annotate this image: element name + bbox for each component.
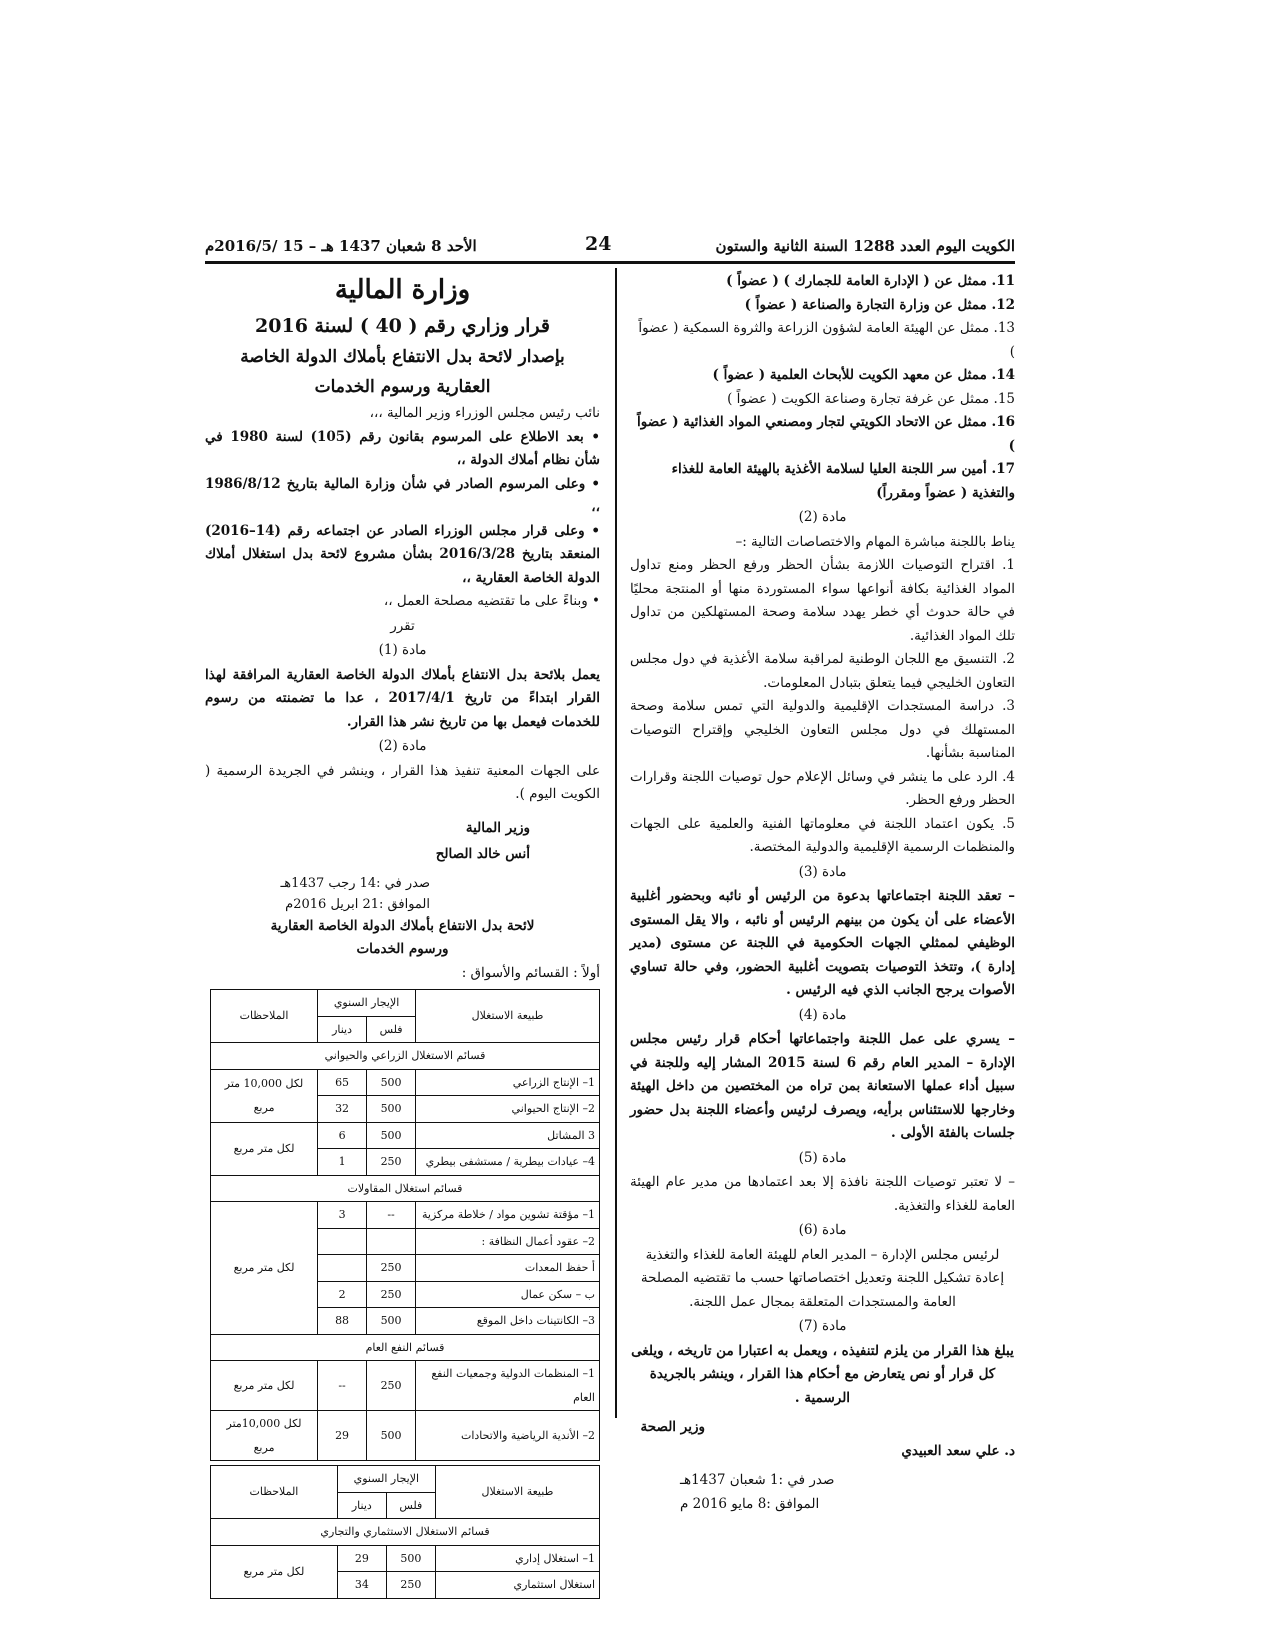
page-number: 24: [585, 233, 612, 255]
table-cell: --: [367, 1202, 416, 1229]
table-cell: ب – سكن عمال: [416, 1281, 600, 1308]
table-cell: 250: [367, 1149, 416, 1176]
table-section: قسائم الاستغلال الاستثماري والتجاري: [211, 1519, 600, 1546]
member-item: 17. أمين سر اللجنة العليا لسلامة الأغذية بالهيئة العامة للغذاء والتغذية ( عضواً ومقرراً): [671, 461, 1015, 501]
column-header: الإيجار السنوي: [337, 1466, 435, 1493]
page-header: [205, 233, 1015, 264]
table-section: قسائم استغلال المقاولات: [211, 1175, 600, 1202]
signature-title: وزير الصحة: [640, 1419, 705, 1435]
table-cell: 250: [367, 1281, 416, 1308]
table-cell: 500: [367, 1308, 416, 1335]
preamble-item: • وبناءً على ما تقتضيه مصلحة العمل ،،: [383, 593, 600, 609]
table-cell: 88: [318, 1308, 367, 1335]
table-cell: 500: [367, 1096, 416, 1123]
signature-name: أنس خالد الصالح: [435, 845, 530, 862]
table-row: [211, 1202, 600, 1229]
decision-number: قرار وزاري رقم ( 40 ) لسنة 2016: [255, 315, 550, 337]
table-cell: أ حفظ المعدات: [416, 1255, 600, 1282]
table-cell: 1– الإنتاج الزراعي: [416, 1069, 600, 1096]
column-header: فلس: [367, 1016, 416, 1043]
preamble-item: • وعلى قرار مجلس الوزراء الصادر عن اجتماعه رقم (14–2016) المنعقد بتاريخ 2016/3/28 بشأن مشروع لائحة بدل استغلال أملاك الدولة الخاصة العقارية ،،: [205, 522, 601, 586]
regulation-title: ورسوم الخدمات: [356, 941, 449, 957]
table-cell: 250: [367, 1361, 416, 1411]
article-text: لرئيس مجلس الإدارة – المدير العام للهيئة العامة للغذاء والتغذية إعادة تشكيل اللجنة وتعديل اختصاصاتها حسب ما تقتضيه المصلحة العامة والمستجدات المتعلقة بمجال عمل اللجنة.: [640, 1246, 1005, 1310]
table-cell: 2: [318, 1281, 367, 1308]
table-cell: 3 المشاتل: [416, 1122, 600, 1149]
article-text: – يسري على عمل اللجنة واجتماعاتها أحكام قرار رئيس مجلس الإدارة – المدير العام رقم 6 لسنة 2015 المشار إليه وللجنة في سبيل أداء عملها الاستعانة بمن تراه من المختصين من داخل الهيئة وخارجها للاستئناس برأيه، ويصرف لرئيس وأعضاء اللجنة بدل حضور جلسات بالفئة الأولى .: [630, 1031, 1015, 1141]
column-header: الملاحظات: [211, 1466, 338, 1519]
table-cell: لكل متر مربع: [211, 1361, 318, 1411]
table-row: [211, 1411, 600, 1461]
article-text: – تعقد اللجنة اجتماعاتها بدعوة من الرئيس أو نائبه وبحضور أغلبية الأعضاء على أن يكون من بينهم الرئيس أو نائبه ، والا يقل المستوى الوظيفي لممثلي الجهات الحكومية في اللجنة عن مستوى (مدير إدارة )، وتتخذ التوصيات بتصويت أغلبية الحضور، وفي حالة تساوي الأصوات يرجح الجانب الذي فيه الرئيس .: [630, 888, 1015, 998]
article-text: على الجهات المعنية تنفيذ هذا القرار ، وينشر في الجريدة الرسمية ( الكويت اليوم ).: [205, 762, 600, 802]
ministry-title: وزارة المالية: [334, 275, 471, 305]
signature-title: وزير المالية: [465, 819, 530, 836]
issuer: نائب رئيس مجلس الوزراء وزير المالية ،،،: [369, 405, 600, 421]
table-cell: 2– الإنتاج الحيواني: [416, 1096, 600, 1123]
table-cell: [318, 1228, 367, 1255]
member-item: 11. ممثل عن ( الإدارة العامة للجمارك ) ( عضواً ): [726, 273, 1015, 289]
signature-name: د. علي سعد العبيدي: [901, 1442, 1015, 1459]
column-header: الملاحظات: [211, 990, 318, 1043]
table-cell: 2– عقود أعمال النظافة :: [416, 1228, 600, 1255]
task-item: 5. يكون اعتماد اللجنة في معلوماتها الفنية والعلمية على الجهات والمنظمات الرسمية الإقليمية والدولية المختصة.: [630, 815, 1015, 855]
column-header: طبيعة الاستغلال: [416, 990, 600, 1043]
table-cell: 500: [386, 1545, 435, 1572]
table-cell: [367, 1228, 416, 1255]
table-cell: [318, 1255, 367, 1282]
table-cell: 500: [367, 1069, 416, 1096]
column-header: دينار: [337, 1492, 386, 1519]
table-section: قسائم النفع العام: [211, 1334, 600, 1361]
column-divider: [615, 268, 617, 1418]
table-cell: 1– المنظمات الدولية وجمعيات النفع العام: [416, 1361, 600, 1411]
task-item: 3. دراسة المستجدات الإقليمية والدولية التي تمس سلامة وصحة المستهلك في دول مجلس التعاون الخليجي وإقتراح التوصيات المناسبة بشأنها.: [630, 698, 1015, 761]
table-cell: 6: [318, 1122, 367, 1149]
article-title: مادة (2): [378, 738, 427, 754]
member-item: 14. ممثل عن معهد الكويت للأبحاث العلمية ( عضواً ): [712, 367, 1015, 383]
issue-date-hijri: صدر في :1 شعبان 1437هـ: [680, 1472, 835, 1488]
member-item: 16. ممثل عن الاتحاد الكويتي لتجار ومصنعي المواد الغذائية ( عضواً ): [637, 414, 1015, 454]
issue-date-hijri: صدر في :14 رجب 1437هـ: [280, 875, 430, 891]
table-row: [211, 1069, 600, 1096]
article-title: مادة (2): [798, 509, 847, 525]
table-row: [211, 1122, 600, 1149]
table-cell: لكل متر مربع: [211, 1122, 318, 1175]
table-row: [211, 1545, 600, 1572]
member-item: 13. ممثل عن الهيئة العامة لشؤون الزراعة والثروة السمكية ( عضواً ): [638, 320, 1015, 360]
table-cell: 65: [318, 1069, 367, 1096]
article-title: مادة (4): [798, 1006, 847, 1023]
table-cell: --: [318, 1361, 367, 1411]
table-cell: 34: [337, 1572, 386, 1599]
table-cell: 1– استغلال إداري: [435, 1545, 599, 1572]
table-cell: لكل 10,000 متر مربع: [211, 1069, 318, 1122]
member-item: 12. ممثل عن وزارة التجارة والصناعة ( عضواً ): [744, 296, 1015, 313]
article-title: مادة (7): [798, 1318, 847, 1334]
article-title: مادة (6): [798, 1222, 847, 1238]
article-title: مادة (3): [798, 863, 847, 880]
table-cell: استغلال استثماري: [435, 1572, 599, 1599]
issue-date: الأحد 8 شعبان 1437 هـ – 15 /2016/5م: [205, 237, 477, 255]
preamble-item: • بعد الاطلاع على المرسوم بقانون رقم (105) لسنة 1980 في شأن نظام أملاك الدولة ،،: [205, 428, 601, 468]
article-title: مادة (5): [798, 1149, 847, 1166]
table-section: قسائم الاستغلال الزراعي والحيواني: [211, 1043, 600, 1070]
table-cell: 3– الكانتينات داخل الموقع: [416, 1308, 600, 1335]
table-cell: 500: [367, 1411, 416, 1461]
section-heading: أولاً : القسائم والأسواق :: [461, 964, 600, 981]
right-column: [630, 270, 1015, 1516]
table-cell: 2– الأندية الرياضية والاتحادات: [416, 1411, 600, 1461]
article-text: – لا تعتبر توصيات اللجنة نافذة إلا بعد اعتمادها من مدير عام الهيئة العامة للغذاء والتغذية.: [630, 1174, 1015, 1214]
fees-table-continued: [210, 1465, 600, 1599]
issue-date-gregorian: الموافق :21 ابريل 2016م: [285, 896, 430, 912]
table-cell: 3: [318, 1202, 367, 1229]
task-item: 2. التنسيق مع اللجان الوطنية لمراقبة سلامة الأغذية في دول مجلس التعاون الخليجي فيما يتعلق بتبادل المعلومات.: [630, 651, 1015, 691]
table-cell: 4– عيادات بيطرية / مستشفى بيطري: [416, 1149, 600, 1176]
issue-date-gregorian: الموافق :8 مايو 2016 م: [680, 1495, 820, 1512]
decision-subject: بإصدار لائحة بدل الانتفاع بأملاك الدولة الخاصة: [240, 347, 565, 367]
regulation-title: لائحة بدل الانتفاع بأملاك الدولة الخاصة العقارية: [270, 917, 535, 934]
table-cell: 500: [367, 1122, 416, 1149]
table-cell: لكل متر مربع: [211, 1545, 338, 1598]
table-cell: 29: [337, 1545, 386, 1572]
table-cell: 29: [318, 1411, 367, 1461]
fees-table: [210, 989, 600, 1461]
table-cell: لكل متر مربع: [211, 1202, 318, 1335]
table-cell: 250: [386, 1572, 435, 1599]
article-text: يعمل بلائحة بدل الانتفاع بأملاك الدولة الخاصة العقارية المرافقة لهذا القرار ابتداءً من تاريخ 2017/4/1 ، عدا ما تضمنته من رسوم للخدمات فيعمل بها من تاريخ نشر هذا القرار.: [205, 666, 600, 730]
decision-subject: العقارية ورسوم الخدمات: [314, 377, 491, 397]
table-cell: 32: [318, 1096, 367, 1123]
article-intro: يناط باللجنة مباشرة المهام والاختصاصات التالية :–: [735, 533, 1015, 550]
column-header: الإيجار السنوي: [318, 990, 416, 1017]
task-item: 4. الرد على ما ينشر في وسائل الإعلام حول توصيات اللجنة وقرارات الحظر ورفع الحظر.: [630, 768, 1015, 808]
article-text: يبلغ هذا القرار من يلزم لتنفيذه ، ويعمل به اعتبارا من تاريخه ، ويلغى كل قرار أو نص يتعارض مع أحكام هذا القرار ، وينشر بالجريدة الرسمية .: [631, 1342, 1014, 1406]
issue-info: الكويت اليوم العدد 1288 السنة الثانية والستون: [715, 237, 1015, 255]
table-cell: 1: [318, 1149, 367, 1176]
column-header: دينار: [318, 1016, 367, 1043]
preamble-item: • وعلى المرسوم الصادر في شأن وزارة المالية بتاريخ 1986/8/12 ،،: [205, 475, 600, 515]
member-item: 15. ممثل عن غرفة تجارة وصناعة الكويت ( عضواً ): [727, 390, 1015, 407]
article-title: مادة (1): [378, 642, 427, 658]
table-cell: لكل 10,000متر مربع: [211, 1411, 318, 1461]
decides-label: تقرر: [390, 617, 415, 634]
table-cell: 1– مؤقتة تشوين مواد / خلاطة مركزية: [416, 1202, 600, 1229]
column-header: طبيعة الاستغلال: [435, 1466, 599, 1519]
table-cell: 250: [367, 1255, 416, 1282]
task-item: 1. اقتراح التوصيات اللازمة بشأن الحظر ورفع الحظر ومنع تداول المواد الغذائية بكافة أنواعها سواء المستوردة منها أو المنتجة محليًا في حالة حدوث أي خطر يهدد سلامة وصحة المستهلكين من تداول تلك المواد الغذائية.: [630, 557, 1015, 644]
column-header: فلس: [386, 1492, 435, 1519]
left-column: [205, 270, 600, 1599]
table-row: [211, 1361, 600, 1411]
